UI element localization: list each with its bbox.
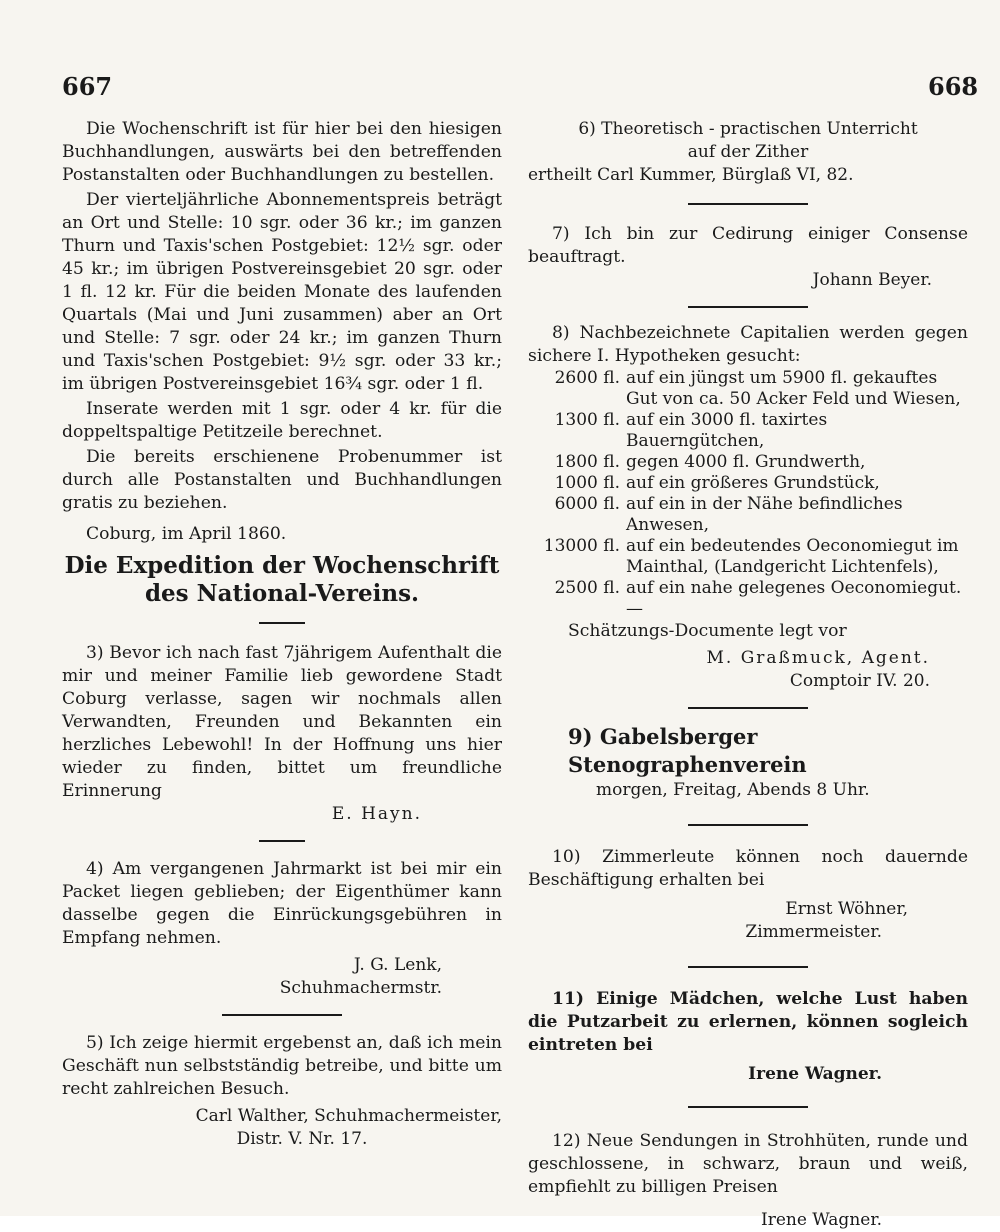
right-column xyxy=(528,118,968,1232)
separator-rule xyxy=(688,707,808,709)
carpenters-signature-title: Zimmermeister. xyxy=(745,922,882,942)
carpenters-signature-name: Ernst Wöhner, xyxy=(785,899,908,919)
subscription-notice: Die Wochenschrift ist für hier bei den hiesigen Buchhandlungen, auswärts bei den betreffenden Postanstalten oder Buchhandlungen zu bestellen. xyxy=(62,119,502,185)
consense-signature: Johann Beyer. xyxy=(812,270,932,290)
capital-amount: 2500 fl. xyxy=(554,578,620,598)
lost-parcel-signature-title: Schuhmachermstr. xyxy=(279,978,442,998)
separator-rule xyxy=(688,966,808,968)
capital-description: auf ein in der Nähe befindliches Anwesen, xyxy=(626,494,903,535)
capital-row xyxy=(528,578,968,620)
issuer-name: Die Expedition der Wochenschrift des National-Vereins. xyxy=(64,552,500,607)
capital-row xyxy=(528,536,968,578)
farewell-signature: E. Hayn. xyxy=(331,804,422,824)
capital-row xyxy=(528,494,968,536)
separator-rule xyxy=(222,1014,342,1016)
capital-row xyxy=(528,452,968,473)
capital-description: auf ein bedeutendes Oeconomiegut im Mainthal, (Landgericht Lichtenfels), xyxy=(626,536,959,577)
capital-row xyxy=(528,410,968,452)
sample-issue-notice: Die bereits erschienene Probenummer ist durch alle Postanstalten und Buchhandlungen gratis zu beziehen. xyxy=(62,447,502,513)
capital-amount: 6000 fl. xyxy=(554,494,620,514)
separator-rule xyxy=(688,1106,808,1108)
straw-hats-signature: Irene Wagner. xyxy=(760,1210,882,1230)
separator-rule xyxy=(688,203,808,205)
shoemaker-ad: 5) Ich zeige hiermit ergebenst an, daß ich mein Geschäft nun selbstständig betreibe, und bitte um recht zahlreichen Besuch. xyxy=(62,1033,502,1099)
capital-row xyxy=(528,473,968,494)
stenographers-ad-time: morgen, Freitag, Abends 8 Uhr. xyxy=(596,780,870,800)
zither-ad-line3: ertheilt Carl Kummer, Bürglaß VI, 82. xyxy=(528,165,854,185)
capital-agent-name: M. Graßmuck, Agent. xyxy=(706,648,930,668)
milliner-ad: 11) Einige Mädchen, welche Lust haben die Putzarbeit zu erlernen, können sogleich eintreten bei xyxy=(528,989,968,1055)
milliner-signature: Irene Wagner. xyxy=(748,1064,882,1084)
lost-parcel-ad: 4) Am vergangenen Jahrmarkt ist bei mir ein Packet liegen geblieben; der Eigenthümer kann dasselbe gegen die Einrückungsgebühren in Empfang nehmen. xyxy=(62,859,502,948)
capital-row xyxy=(528,368,968,410)
stenographers-ad-title: 9) Gabelsberger Stenographenverein xyxy=(568,724,807,777)
shoemaker-signature-address: Distr. V. Nr. 17. xyxy=(236,1129,368,1149)
capital-ad-intro: 8) Nachbezeichnete Capitalien werden gegen sichere I. Hypotheken gesucht: xyxy=(528,323,968,366)
capital-description: auf ein 3000 fl. taxirtes Bauerngütchen, xyxy=(626,410,828,451)
page-number-right: 668 xyxy=(928,72,979,101)
advert-rates: Inserate werden mit 1 sgr. oder 4 kr. für die doppeltspaltige Petitzeile berechnet. xyxy=(62,399,502,442)
straw-hats-ad: 12) Neue Sendungen in Strohhüten, runde und geschlossene, in schwarz, braun und weiß, empfiehlt zu billigen Preisen xyxy=(528,1131,968,1197)
separator-rule xyxy=(688,824,808,826)
capital-amount: 1000 fl. xyxy=(554,473,620,493)
lost-parcel-signature-name: J. G. Lenk, xyxy=(353,955,442,975)
capital-agent-office: Comptoir IV. 20. xyxy=(789,671,930,691)
zither-ad-line2: auf der Zither xyxy=(687,142,809,162)
capital-description: auf ein nahe gelegenes Oeconomiegut. — xyxy=(626,578,962,619)
left-column xyxy=(62,118,502,1151)
separator-rule xyxy=(259,622,305,624)
capital-documents: Schätzungs-Documente legt vor xyxy=(568,621,847,641)
capital-amount: 1800 fl. xyxy=(554,452,620,472)
subscription-price: Der vierteljährliche Abonnementspreis beträgt an Ort und Stelle: 10 sgr. oder 36 kr.; im ganzen Thurn und Taxis'schen Postgebiet: 12½ sgr. oder 45 kr.; im übrigen Postvereinsgebiet 20 sgr. oder 1 fl. 12 kr. Für die beiden Monate des laufenden Quartals (Mai und Juni zusammen) aber an Ort und Stelle: 7 sgr. oder 24 kr.; im ganzen Thurn und Taxis'schen Postgebiet: 9½ sgr. oder 33 kr.; im übrigen Postvereinsgebiet 16¾ sgr. oder 1 fl. xyxy=(62,190,502,394)
capital-amount: 13000 fl. xyxy=(543,536,620,556)
capital-amount: 1300 fl. xyxy=(554,410,620,430)
page-number-left: 667 xyxy=(62,72,113,101)
consense-ad: 7) Ich bin zur Cedirung einiger Consense beauftragt. xyxy=(528,224,968,267)
capital-list xyxy=(528,368,968,620)
separator-rule xyxy=(688,306,808,308)
shoemaker-signature-name: Carl Walther, Schuhmachermeister, xyxy=(195,1106,502,1126)
carpenters-ad: 10) Zimmerleute können noch dauernde Beschäftigung erhalten bei xyxy=(528,847,968,890)
dateline: Coburg, im April 1860. xyxy=(86,524,287,544)
capital-description: gegen 4000 fl. Grundwerth, xyxy=(626,452,866,472)
capital-description: auf ein größeres Grundstück, xyxy=(626,473,880,493)
capital-amount: 2600 fl. xyxy=(554,368,620,388)
zither-ad-line1: 6) Theoretisch - practischen Unterricht xyxy=(578,119,918,139)
farewell-ad: 3) Bevor ich nach fast 7jährigem Aufenthalt die mir und meiner Familie lieb gewordene Stadt Coburg verlasse, sagen wir nochmals allen Verwandten, Freunden und Bekannten ein herzliches Lebewohl! In der Hoffnung uns hier wieder zu finden, bittet um freundliche Erinnerung xyxy=(62,643,502,801)
separator-rule xyxy=(259,840,305,842)
capital-description: auf ein jüngst um 5900 fl. gekauftes Gut von ca. 50 Acker Feld und Wiesen, xyxy=(626,368,961,409)
